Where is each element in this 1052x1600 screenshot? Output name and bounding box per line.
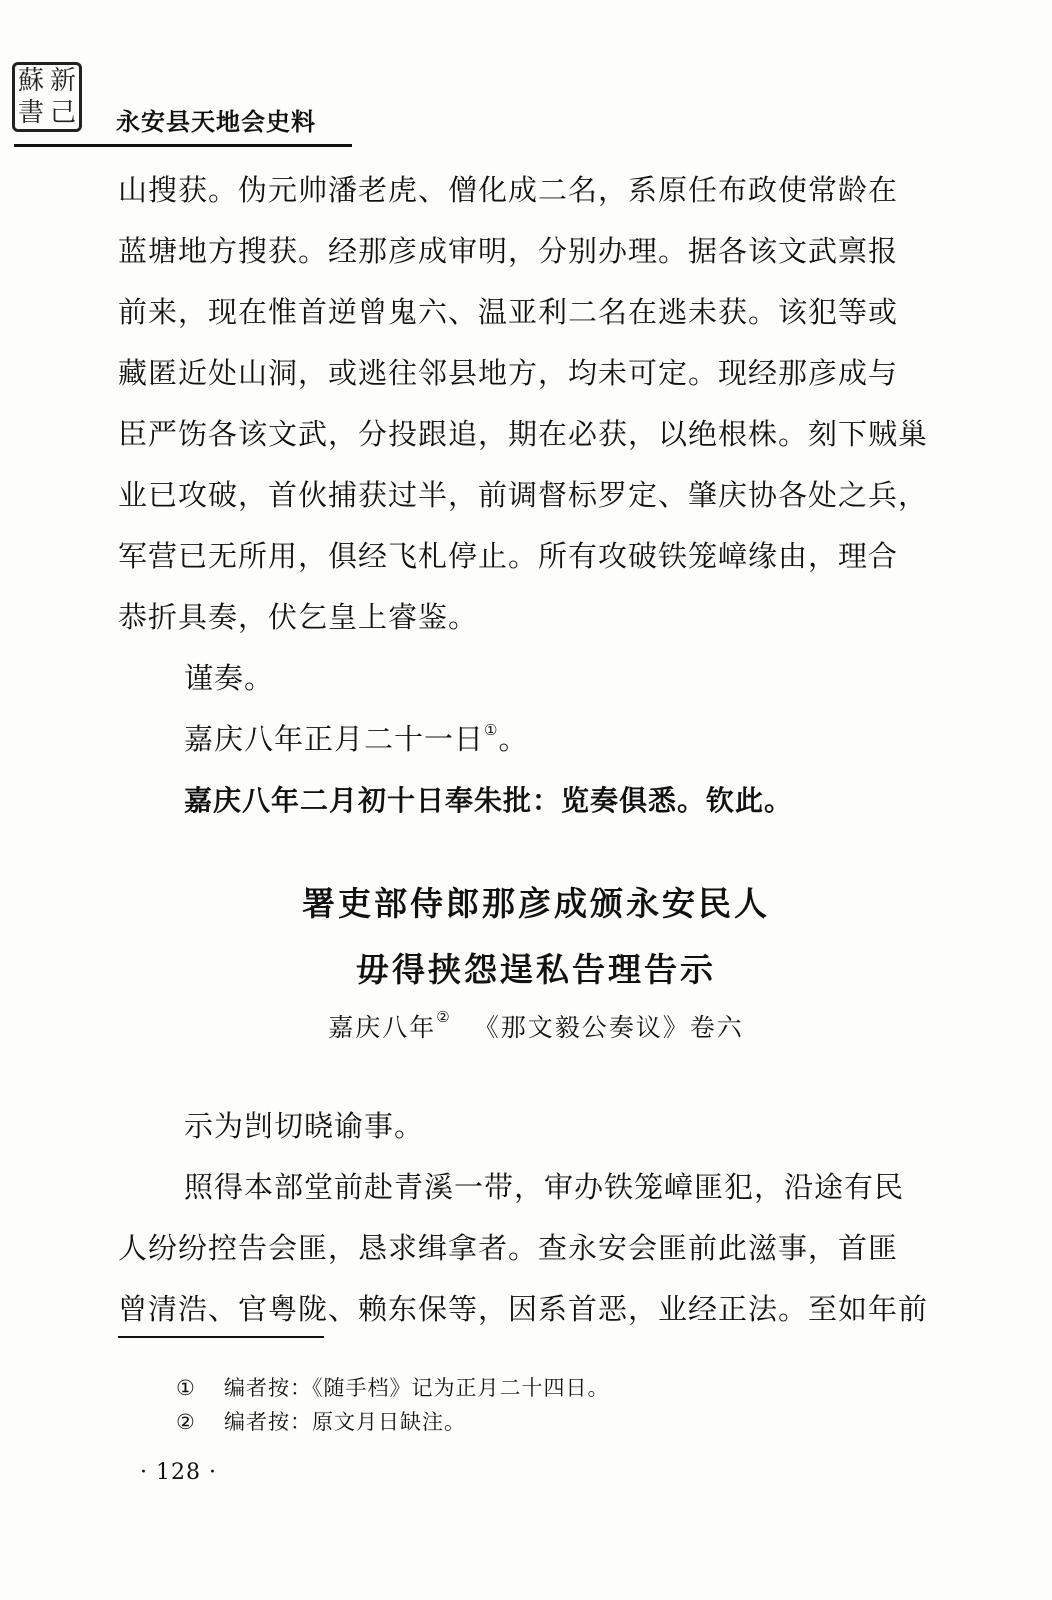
text-line: 臣严饬各该文武，分投跟追，期在必获，以绝根株。刻下贼巢 (118, 417, 929, 451)
imperial-rescript: 嘉庆八年二月初十日奉朱批：览奏俱悉。钦此。 (184, 784, 794, 817)
text-line: 蓝塘地方搜获。经那彦成审明，分别办理。据各该文武禀报 (118, 234, 899, 268)
text-line: 山搜获。伪元帅潘老虎、僧化成二名，系原任布政使常龄在 (118, 173, 899, 207)
seal-char: 書 (17, 98, 44, 128)
text-line: 前来，现在惟首逆曾鬼六、温亚利二名在逃未获。该犯等或 (118, 295, 899, 329)
text-line: 曾清浩、官粤陇、赖东保等，因系首恶，业经正法。至如年前 (118, 1292, 929, 1326)
subtitle-source: 《那文毅公奏议》卷六 (473, 1013, 744, 1042)
memorial-date (118, 709, 938, 770)
footnote (176, 1372, 610, 1402)
date-end: 。 (498, 722, 529, 756)
text-line: 照得本部堂前赴青溪一带，审办铁笼嶂匪犯，沿途有民 (184, 1170, 905, 1204)
footnote-ref[interactable]: ② (436, 1008, 452, 1026)
text-line: 藏匿近处山洞，或逃往邻县地方，均未可定。现经那彦成与 (118, 356, 899, 390)
footnote (176, 1406, 466, 1436)
section-title-line2: 毋得挟怨逞私告理告示 (356, 950, 716, 989)
footnote-text: 编者按：《随手档》记为正月二十四日。 (224, 1376, 610, 1400)
footnote-text: 编者按：原文月日缺注。 (224, 1410, 466, 1434)
text-line: 恭折具奏，伏乞皇上睿鉴。 (118, 600, 479, 634)
seal-char: 己 (49, 98, 76, 128)
seal-logo (12, 62, 82, 132)
date-text: 嘉庆八年正月二十一日 (184, 722, 485, 756)
section-title-line1: 署吏部侍郎那彦成颁永安民人 (302, 884, 770, 923)
seal-char: 新 (49, 66, 76, 96)
footnote-rule (118, 1336, 324, 1338)
section-subtitle (0, 1008, 1052, 1044)
section2-body (118, 1096, 938, 1340)
page-number: · 128 · (140, 1460, 217, 1485)
seal-char: 蘇 (17, 66, 44, 96)
footnote-ref[interactable]: ① (484, 721, 499, 739)
section1-body (118, 160, 938, 831)
subtitle-year: 嘉庆八年 (328, 1013, 437, 1042)
footnote-mark: ② (176, 1410, 196, 1434)
header-rule (14, 144, 352, 147)
closing-line: 谨奏。 (184, 661, 275, 695)
footnote-mark: ① (176, 1376, 196, 1400)
text-line: 人纷纷控告会匪，恳求缉拿者。查永安会匪前此滋事，首匪 (118, 1231, 899, 1265)
text-line: 业已攻破，首伙捕获过半，前调督标罗定、肇庆协各处之兵， (118, 478, 929, 512)
text-line: 示为剀切晓谕事。 (184, 1109, 425, 1143)
running-header-title: 永安县天地会史料 (116, 108, 316, 136)
text-line: 军营已无所用，俱经飞札停止。所有攻破铁笼嶂缘由，理合 (118, 539, 899, 573)
